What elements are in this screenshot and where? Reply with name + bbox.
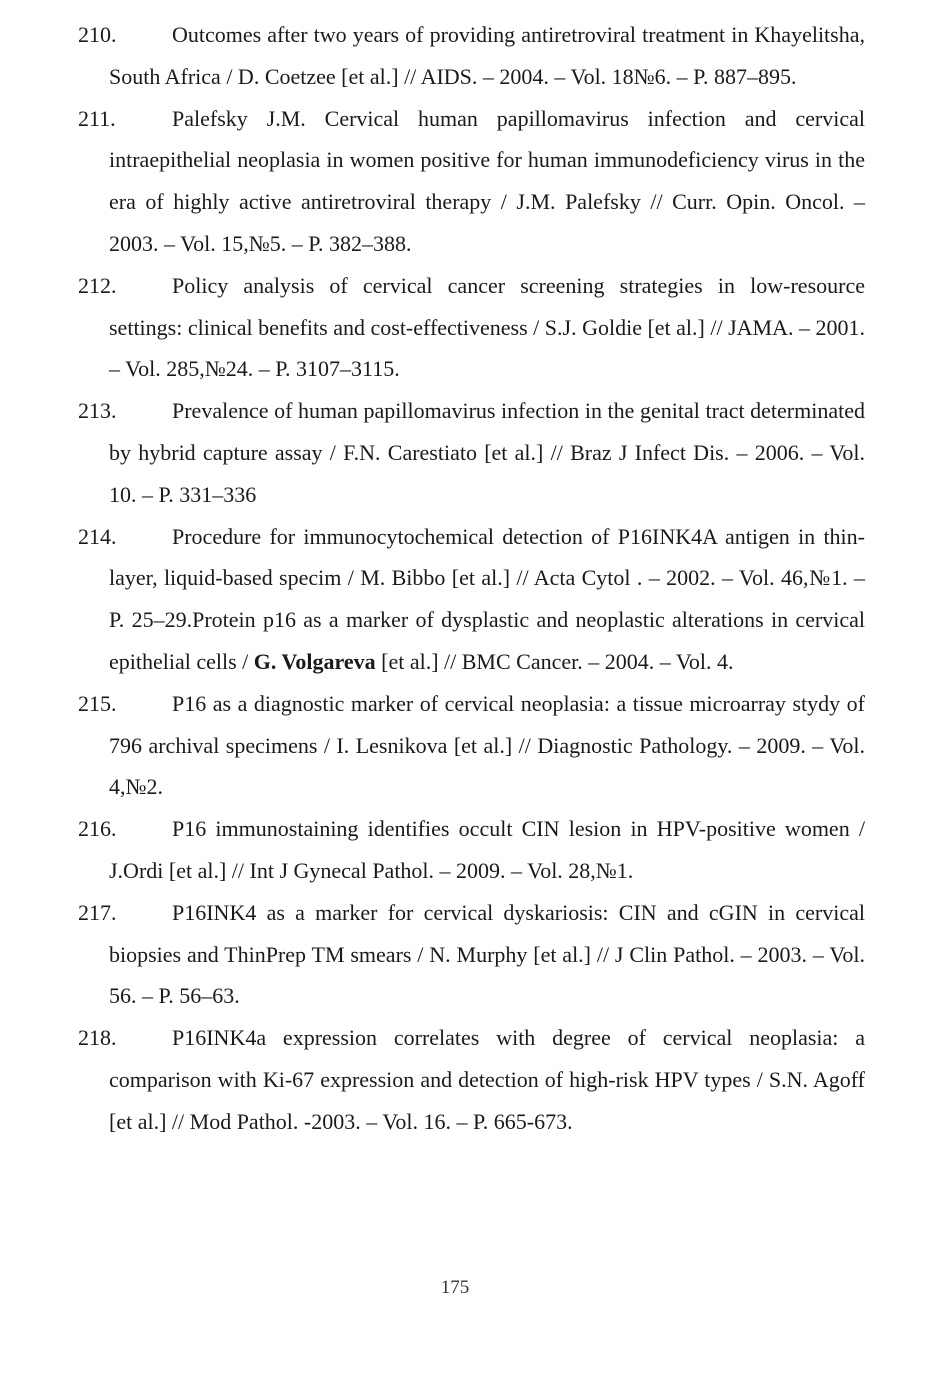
reference-item [0,1017,941,1142]
reference-item [0,808,941,892]
reference-number: 213. [78,398,117,424]
reference-text [109,1017,865,1142]
reference-item [0,516,941,683]
reference-text [109,390,865,515]
reference-text-segment: Procedure for immunocytochemical detection of P16INK4A antigen in thin-layer, liquid-based specim / M. Bibbo [et al.] // Acta Cytol . – 2002. – Vol. 46,№1. – P. 25–29.Protein p16 as a marker of dysplastic and neoplastic alterations in cervical epithelial cells / [109,523,865,674]
reference-text [109,808,865,892]
reference-text-segment: [et al.] // BMC Cancer. – 2004. – Vol. 4. [375,648,734,674]
reference-number: 218. [78,1025,117,1051]
reference-number: 215. [78,690,117,716]
reference-text [109,683,865,808]
reference-text [109,14,865,98]
reference-number: 217. [78,899,117,925]
reference-text-segment: P16 immunostaining identifies occult CIN lesion in HPV-positive women / J.Ordi [et al.] // Int J Gynecal Pathol. – 2009. – Vol. 28,№1. [109,816,865,883]
reference-item [0,390,941,515]
reference-number: 211. [78,105,116,131]
reference-text [109,98,865,265]
reference-list [0,14,941,1143]
reference-text-segment: P16 as a diagnostic marker of cervical neoplasia: a tissue microarray stydy of 796 archival specimens / I. Lesnikova [et al.] // Diagnostic Pathology. – 2009. – Vol. 4,№2. [109,690,865,800]
reference-item [0,892,941,1017]
reference-number: 212. [78,272,117,298]
reference-number: 216. [78,816,117,842]
reference-text-segment: P16INK4a expression correlates with degree of cervical neoplasia: a comparison with Ki-67 expression and detection of high-risk HPV types / S.N. Agoff [et al.] // Mod Pathol. -2003. – Vol. 16. – P. 665-673. [109,1025,865,1134]
reference-text-segment: Policy analysis of cervical cancer screening strategies in low-resource settings: clinical benefits and cost-effectiveness / S.J. Goldie [et al.] // JAMA. – 2001. – Vol. 285,№24. – P. 3107–3115. [109,272,865,382]
reference-item [0,14,941,98]
reference-number: 210. [78,22,117,47]
reference-text [109,892,865,1017]
reference-text-segment: Prevalence of human papillomavirus infection in the genital tract determinated by hybrid capture assay / F.N. Carestiato [et al.] // Braz J Infect Dis. – 2006. – Vol. 10. – P. 331–336 [109,398,865,507]
reference-text-segment: P16INK4 as a marker for cervical dyskariosis: CIN and cGIN in cervical biopsies and ThinPrep TM smears / N. Murphy [et al.] // J Clin Pathol. – 2003. – Vol. 56. – P. 56–63. [109,899,865,1009]
author-highlight: G. Volgareva [253,648,376,674]
reference-item [0,683,941,808]
reference-text [109,516,865,683]
reference-text [109,265,865,390]
reference-number: 214. [78,523,117,549]
reference-item [0,98,941,265]
page-number: 175 [440,1277,470,1298]
reference-text-segment: Outcomes after two years of providing antiretroviral treatment in Khayelitsha, South Africa / D. Coetzee [et al.] // AIDS. – 2004. – Vol. 18№6. – P. 887–895. [109,22,865,89]
reference-item [0,265,941,390]
reference-text-segment: Palefsky J.M. Cervical human papillomavirus infection and cervical intraepithelial neoplasia in women positive for human immunodeficiency virus in the era of highly active antiretroviral therapy / J.M. Palefsky // Curr. Opin. Oncol. – 2003. – Vol. 15,№5. – P. 382–388. [109,105,865,256]
